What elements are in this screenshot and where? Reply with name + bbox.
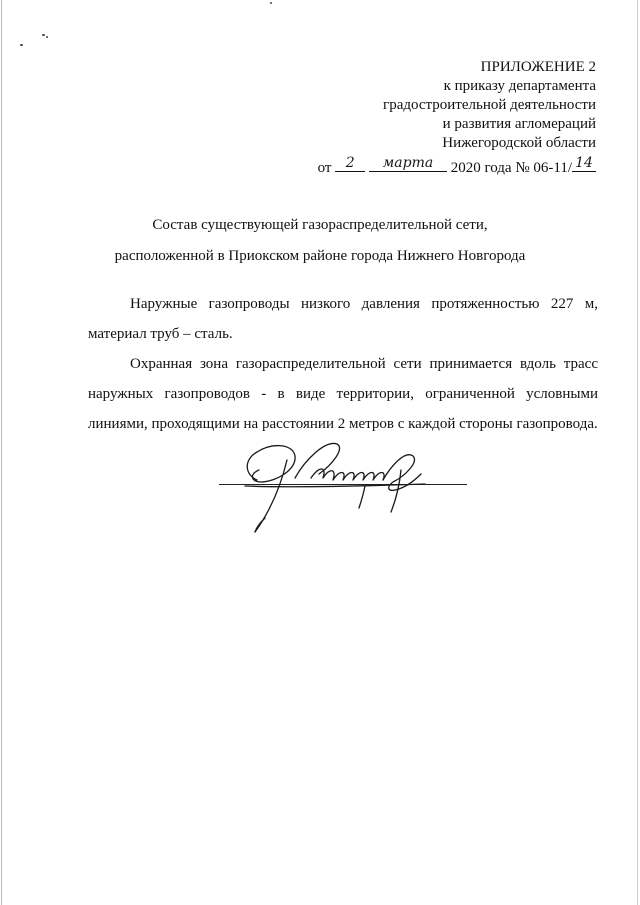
order-date-line bbox=[276, 155, 596, 178]
date-month-handwritten: марта bbox=[382, 155, 434, 171]
scan-edge-right bbox=[637, 0, 638, 905]
paragraph-pipelines: Наружные газопроводы низкого давления протяженностью 227 м, материал труб – сталь. bbox=[88, 296, 598, 342]
scan-speck bbox=[46, 36, 48, 38]
scan-edge-left bbox=[1, 0, 2, 905]
date-year-number-text: 2020 года № 06-11/ bbox=[450, 160, 572, 176]
paragraph-protection-zone: Охранная зона газораспределительной сети принимается вдоль трасс наружных газопроводов - в виде территории, ограниченной условными линиями, проходящими на расстоянии 2 метров с каждой стороны газопровода. bbox=[88, 356, 598, 432]
appendix-number: ПРИЛОЖЕНИЕ 2 bbox=[480, 59, 596, 75]
document-body bbox=[88, 289, 598, 439]
signature-icon bbox=[215, 430, 475, 540]
scan-speck bbox=[42, 34, 45, 36]
date-day-blank bbox=[335, 155, 365, 172]
date-month-blank bbox=[369, 155, 447, 172]
document-title bbox=[0, 210, 640, 272]
order-reference-line: градостроительной деятельности bbox=[383, 97, 596, 113]
order-reference-line: и развития агломераций bbox=[442, 116, 596, 132]
date-prefix: от bbox=[317, 160, 332, 176]
title-line: Состав существующей газораспределительной сети, bbox=[152, 217, 488, 233]
order-reference-line: к приказу департамента bbox=[443, 78, 596, 94]
date-day-handwritten: 2 bbox=[345, 155, 355, 171]
scan-speck bbox=[20, 44, 23, 46]
order-reference-line: Нижегородской области bbox=[442, 135, 596, 151]
order-number-blank bbox=[572, 155, 596, 172]
order-number-handwritten: 14 bbox=[575, 155, 593, 171]
scan-speck bbox=[270, 2, 272, 4]
appendix-header bbox=[276, 58, 596, 178]
title-line: расположенной в Приокском районе города Нижнего Новгорода bbox=[114, 248, 526, 264]
